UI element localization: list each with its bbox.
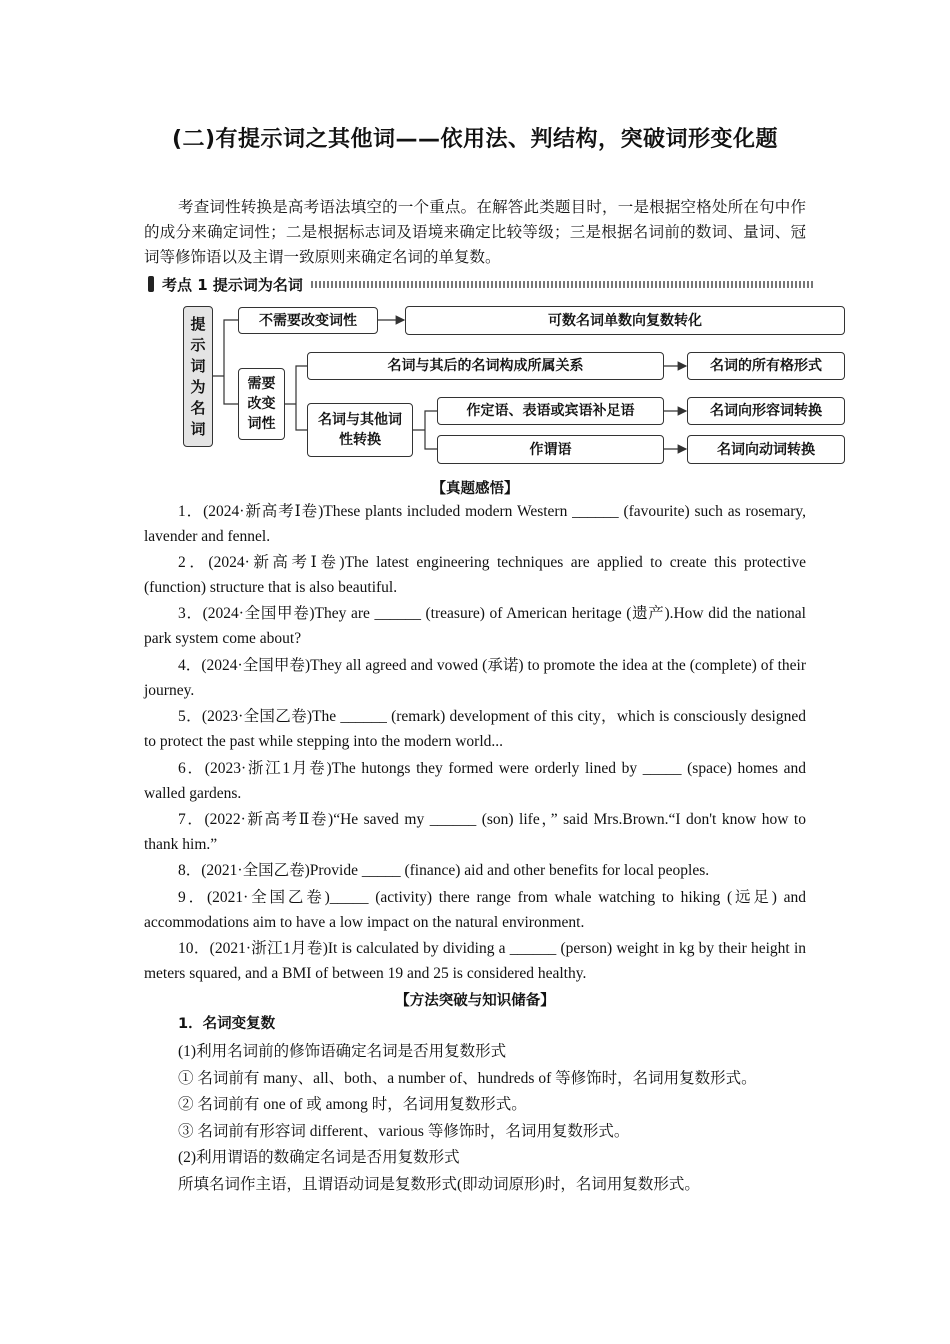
question-item: 2．(2024·新高考Ⅰ卷)The latest engineering techniques are applied to create this protective (function) structure that is also beautiful. xyxy=(144,554,806,596)
question-item: 9．(2021·全国乙卷)_____ (activity) there range from whale watching to hiking (远足) and accommodations aim to have a low impact on the natural environment. xyxy=(144,889,806,931)
question-item: 3．(2024·全国甲卷)They are ______ (treasure) of American heritage (遗产).How did the national park system come about? xyxy=(144,605,806,647)
connector-root xyxy=(213,320,238,404)
method-rule: ③ 名词前有形容词 different、various 等修饰时，名词用复数形式。 xyxy=(178,1123,630,1140)
page-title: (二)有提示词之其他词——依用法、判结构，突破词形变化题 xyxy=(171,127,779,152)
possessive-result-box: 名词的所有格形式 xyxy=(687,352,845,380)
question-item: 6．(2023·浙江1月卷)The hutongs they formed were orderly lined by _____ (space) homes and walled gardens. xyxy=(144,760,806,802)
possessive-box: 名词与其后的名词构成所属关系 xyxy=(307,352,664,380)
section-heading-real-questions: 【真题感悟】 xyxy=(431,481,519,497)
root-char: 词 xyxy=(190,356,206,375)
method-rule: ① 名词前有 many、all、both、a number of、hundreds of 等修饰时，名词用复数形式。 xyxy=(178,1070,757,1087)
need-change-box: 需要改变词性 xyxy=(238,368,285,440)
question-item: 7．(2022·新高考Ⅱ卷)“He saved my ______ (son) life，” said Mrs.Brown.“I don't know how to thank him.” xyxy=(144,811,806,853)
attr-box: 作定语、表语或宾语补足语 xyxy=(437,397,664,425)
convert-box: 名词与其他词性转换 xyxy=(307,403,413,457)
root-char: 词 xyxy=(190,419,206,438)
section-heading-method: 【方法突破与知识储备】 xyxy=(395,993,555,1009)
method-sub-heading: (2)利用谓语的数确定名词是否用复数形式 xyxy=(178,1149,460,1166)
no-change-box: 不需要改变词性 xyxy=(238,307,378,334)
connector-need-change xyxy=(285,366,307,430)
root-char: 为 xyxy=(190,377,206,396)
root-char: 提 xyxy=(190,314,206,333)
question-item: 5．(2023·全国乙卷)The ______ (remark) development of this city，which is consciously designed to protect the past while stepping into the modern world... xyxy=(144,708,806,750)
method-heading: 1．名词变复数 xyxy=(178,1016,276,1032)
intro-paragraph: 考查词性转换是高考语法填空的一个重点。在解答此类题目时，一是根据空格处所在句中作的成分来确定词性；二是根据标志词及语境来确定比较等级；三是根据名词前的数词、量词、冠词等修饰语以及主谓一致原则来确定名词的单复数。 xyxy=(144,199,806,266)
kaodian-marker-icon xyxy=(148,276,154,292)
kaodian-header xyxy=(148,272,814,296)
question-item: 4．(2024·全国甲卷)They all agreed and vowed (承诺) to promote the idea at the (complete) of their journey. xyxy=(144,657,806,699)
method-rule: ② 名词前有 one of 或 among 时，名词用复数形式。 xyxy=(178,1096,527,1113)
no-change-result-box: 可数名词单数向复数转化 xyxy=(405,306,845,335)
root-char: 示 xyxy=(190,335,206,354)
predicate-box: 作谓语 xyxy=(437,435,664,464)
predicate-result-box: 名词向动词转换 xyxy=(687,435,845,464)
root-char: 名 xyxy=(190,398,206,417)
method-sub-heading: (1)利用名词前的修饰语确定名词是否用复数形式 xyxy=(178,1043,507,1060)
connector-convert xyxy=(413,411,437,449)
attr-result-box: 名词向形容词转换 xyxy=(687,397,845,425)
method-rule: 所填名词作主语，且谓语动词是复数形式(即动词原形)时，名词用复数形式。 xyxy=(178,1176,700,1193)
question-item: 8．(2021·全国乙卷)Provide _____ (finance) aid and other benefits for local peoples. xyxy=(178,862,710,879)
question-item: 10．(2021·浙江1月卷)It is calculated by dividing a ______ (person) weight in kg by their height in meters squared, and a BMI of between 19 and 25 is considered healthy. xyxy=(144,940,806,982)
kaodian-label: 考点 1 提示词为名词 xyxy=(162,275,303,294)
kaodian-dotted-rule xyxy=(311,281,814,288)
diagram-root-box xyxy=(183,306,213,447)
question-item: 1．(2024·新高考Ⅰ卷)These plants included modern Western ______ (favourite) such as rosemary, lavender and fennel. xyxy=(144,503,806,545)
